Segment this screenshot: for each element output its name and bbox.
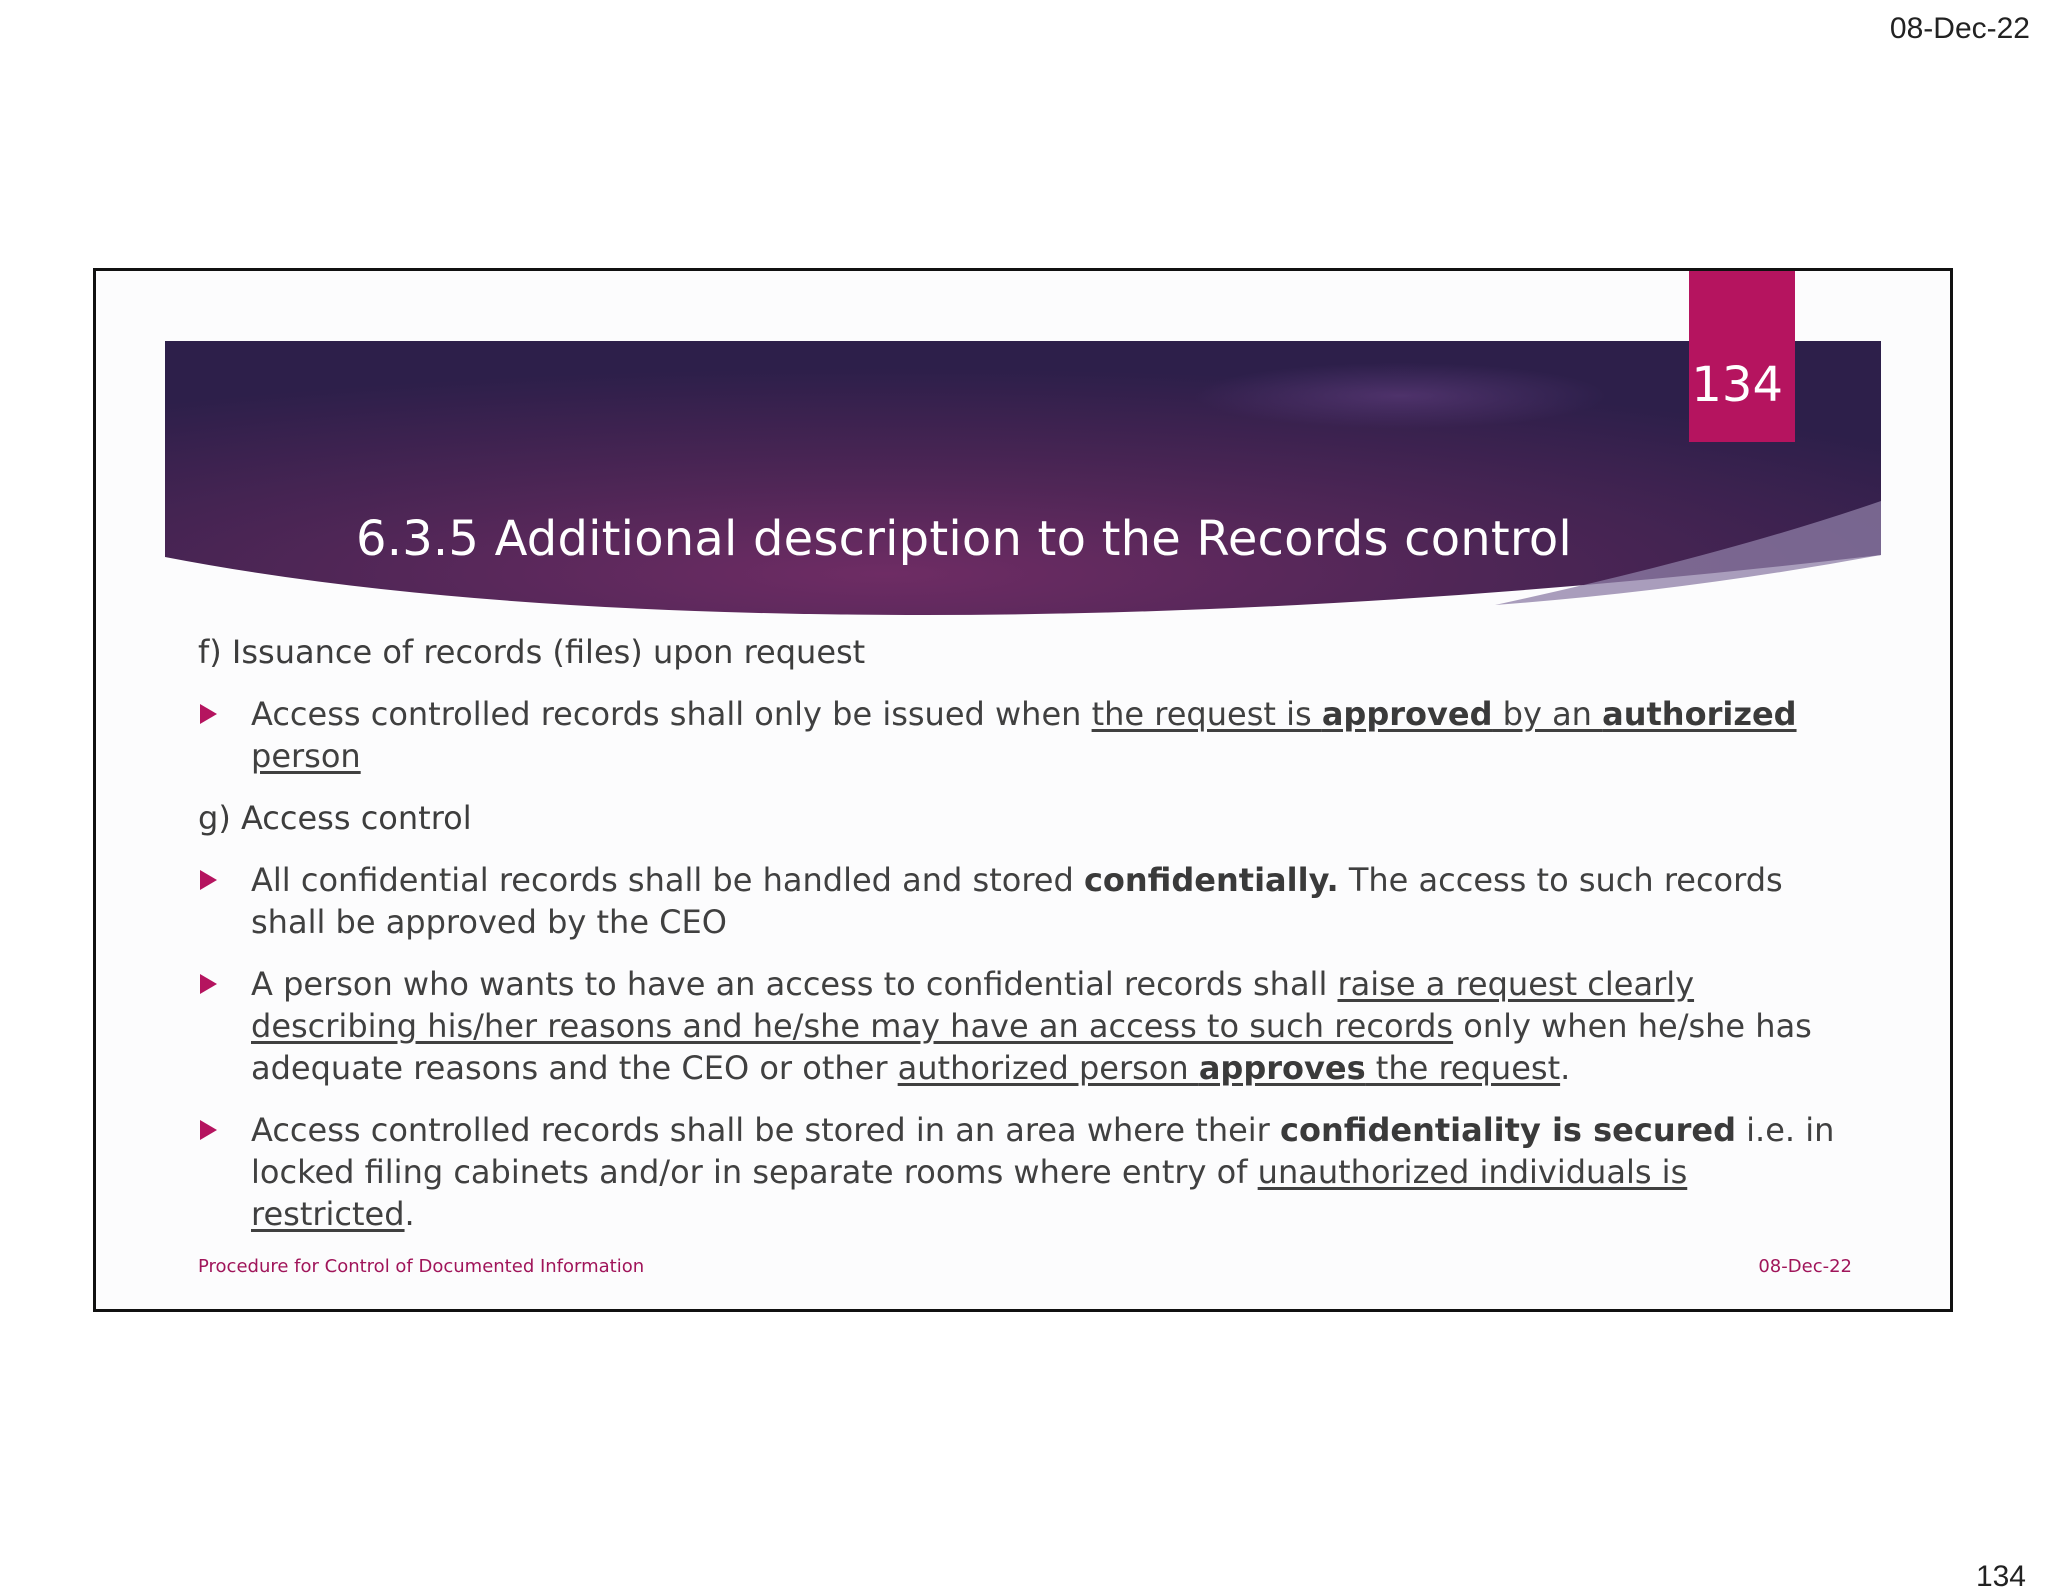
triangle-bullet-icon [200,1120,217,1140]
triangle-bullet-icon [200,974,217,994]
bullet-text-run: All confidential records shall be handled and stored [251,861,1084,899]
triangle-bullet-icon [200,870,217,890]
bullet-text-run: . [404,1195,415,1233]
bullet-text-run: i.e. in locked filing cabinets and/or in separate rooms where entry of [251,1111,1835,1191]
bullet-item [198,693,1858,777]
slide-number: 134 [1691,357,1783,413]
slide [93,268,1953,1312]
bullet-text-run: the request [1365,1049,1561,1087]
banner-background [165,341,1881,615]
title-banner [165,341,1881,615]
slide-title: 6.3.5 Additional description to the Records control [356,511,1572,567]
bullet-text-run: Access controlled records shall be stored in an area where their [251,1111,1280,1149]
bullet-text-run: approved [1321,695,1493,733]
slide-number-tag [1689,269,1795,442]
bullet-text-run: authorized person [897,1049,1199,1087]
bullet-text-run: person [251,737,361,775]
section-heading: f) Issuance of records (files) upon request [198,633,866,671]
bullet-item [198,1109,1858,1235]
bullet-text-run: the request is [1091,695,1322,733]
bullet-text-run: raise a request clearly describing his/her reasons and he/she may have an access to such records [251,965,1695,1045]
bullet-item [198,859,1858,943]
bullet-item [198,963,1858,1089]
bullet-text-run: approves [1198,1049,1366,1087]
slide-footer-date: 08-Dec-22 [1758,1256,1852,1277]
bullet-text-run: . [1560,1049,1571,1087]
bullet-text-run: confidentiality is secured [1280,1111,1736,1149]
bullet-text-run: unauthorized individuals is restricted [251,1153,1688,1233]
section-heading: g) Access control [198,799,472,837]
slide-footer-title: Procedure for Control of Documented Information [198,1256,645,1277]
bullet-text-run: by an [1492,695,1603,733]
bullet-text-run: authorized [1602,695,1797,733]
bullet-text-run: only when he/she has adequate reasons and the CEO or other [251,1007,1812,1087]
print-footer-page: 134 [1975,1560,2026,1593]
slide-content [198,631,1858,1255]
bullet-text-run: The access to such records shall be approved by the CEO [251,861,1783,941]
bullet-text-run: Access controlled records shall only be issued when [251,695,1092,733]
bullet-text-run: confidentially. [1083,861,1339,899]
triangle-bullet-icon [200,704,217,724]
print-header-date: 08-Dec-22 [1889,12,2030,45]
bullet-text-run: A person who wants to have an access to confidential records shall [251,965,1338,1003]
